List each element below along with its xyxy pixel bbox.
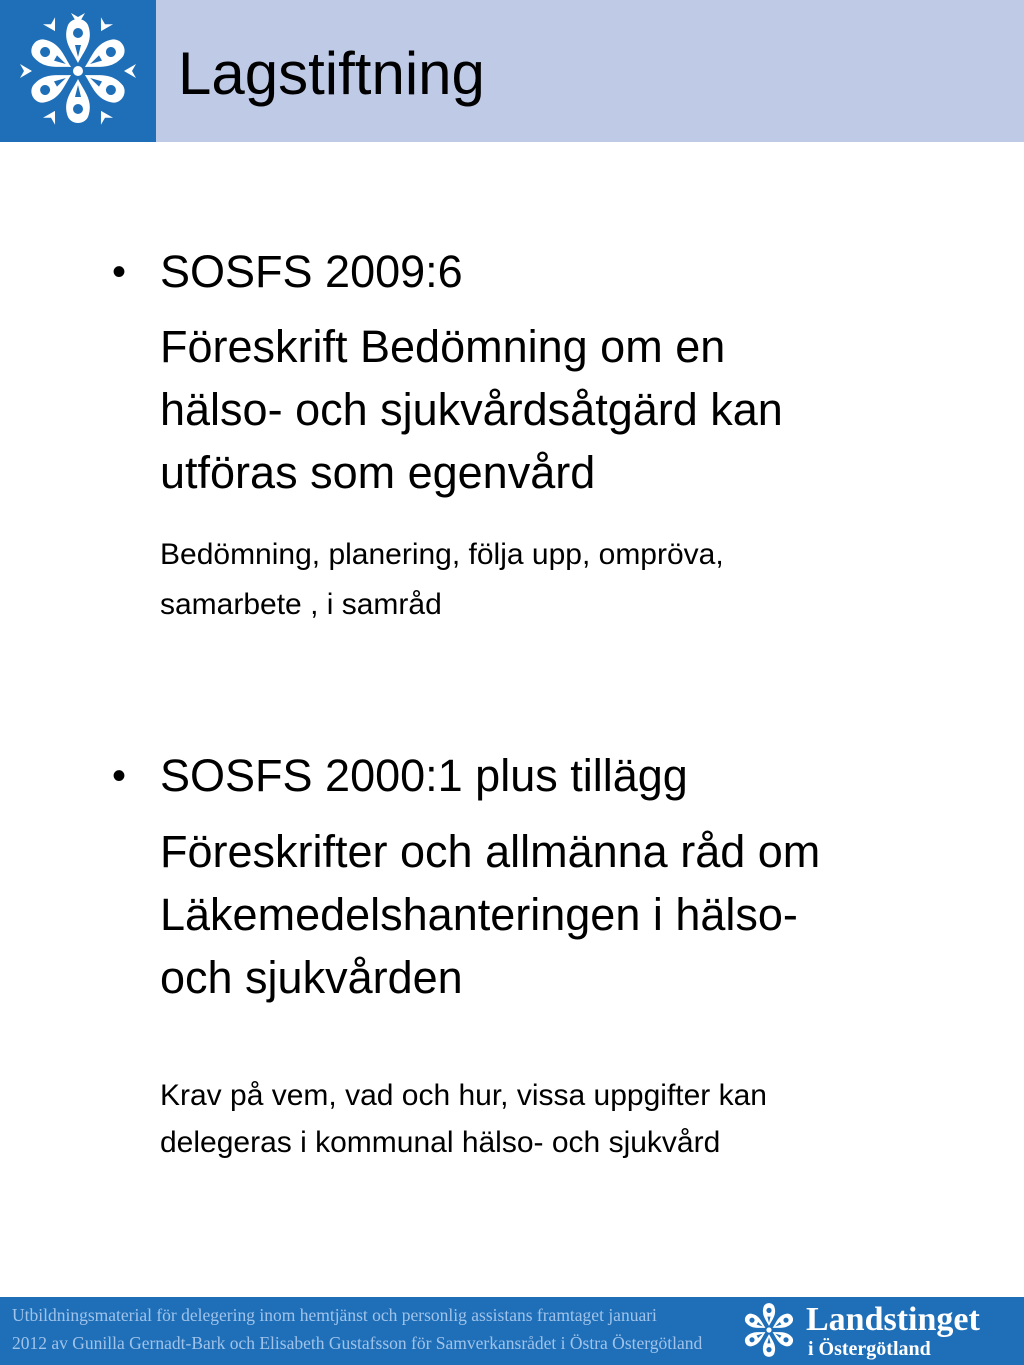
- logo-box: [0, 0, 156, 142]
- bullet-heading: SOSFS 2000:1 plus tillägg: [160, 750, 688, 801]
- bullet-detail-line: Krav på vem, vad och hur, vissa uppgifter kan: [160, 1079, 767, 1112]
- bullet-description-line: utföras som egenvård: [160, 447, 596, 498]
- snowflake-flower-icon: [18, 11, 138, 131]
- bullet-description-line: Föreskrift Bedömning om en: [160, 321, 726, 372]
- slide-footer: [0, 1297, 1024, 1365]
- bullet-description-line: hälso- och sjukvårdsåtgärd kan: [160, 384, 783, 435]
- bullet-heading: SOSFS 2009:6: [160, 246, 463, 297]
- bullet-description-line: Föreskrifter och allmänna råd om: [160, 826, 821, 877]
- footer-credit-line: 2012 av Gunilla Gernadt-Bark och Elisabeth Gustafsson för Samverkansrådet i Östra Östergötland: [12, 1333, 703, 1353]
- bullet-detail-line: delegeras i kommunal hälso- och sjukvård: [160, 1126, 721, 1159]
- bullet-description-line: Läkemedelshanteringen i hälso-: [160, 889, 798, 940]
- slide-title: Lagstiftning: [178, 40, 485, 107]
- brand-subtitle: i Östergötland: [808, 1338, 931, 1360]
- brand-name: Landstinget: [806, 1301, 980, 1338]
- bullet-marker: •: [112, 250, 127, 294]
- slide-header: [0, 0, 1024, 142]
- footer-credit-line: Utbildningsmaterial för delegering inom hemtjänst och personlig assistans framtaget januari: [12, 1305, 657, 1325]
- snowflake-flower-icon: [738, 1299, 800, 1361]
- bullet-detail-line: Bedömning, planering, följa upp, ompröva,: [160, 538, 724, 571]
- footer-credit: [12, 1301, 772, 1357]
- bullet-marker: •: [112, 754, 127, 798]
- bullet-detail-line: samarbete , i samråd: [160, 588, 442, 621]
- bullet-description-line: och sjukvården: [160, 952, 463, 1003]
